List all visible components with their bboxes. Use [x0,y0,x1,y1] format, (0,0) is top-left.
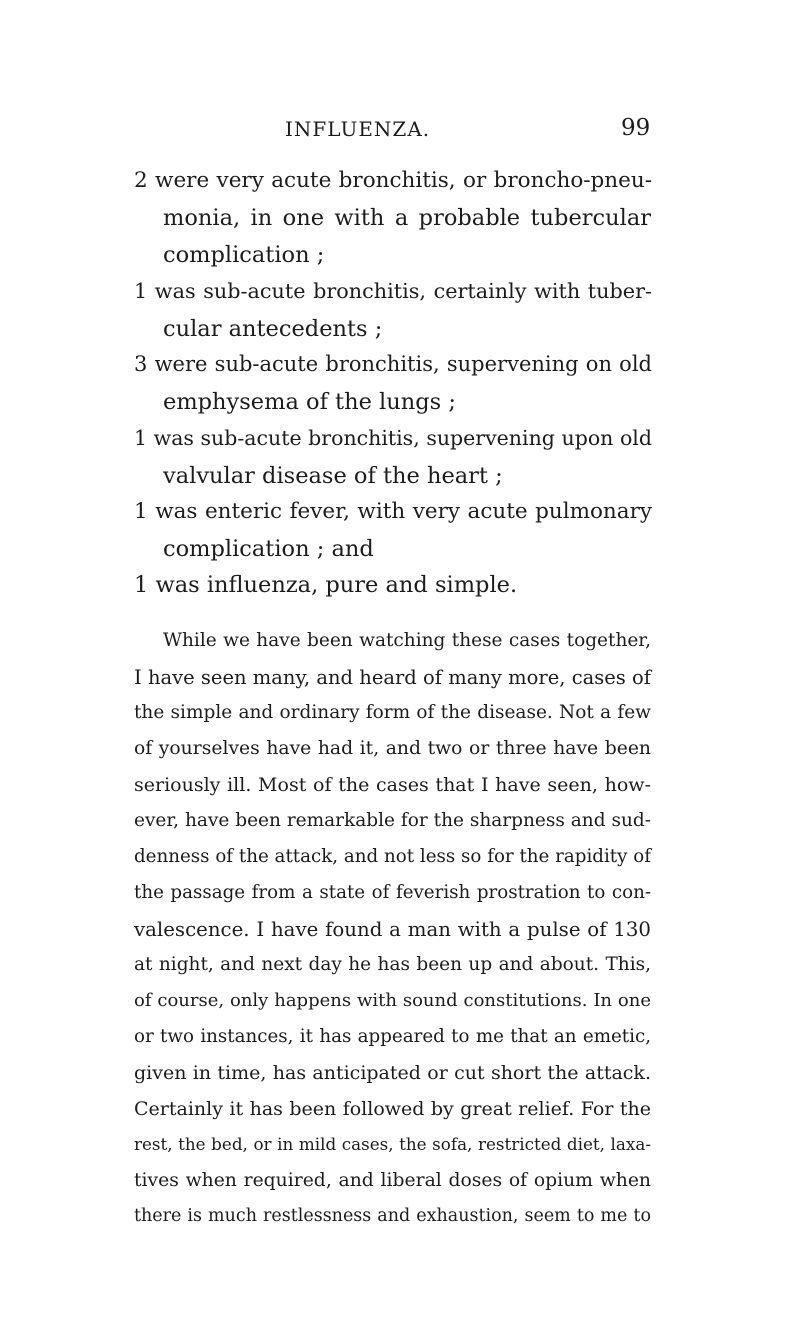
paragraph-line: tives when required, and liberal doses of opium when [134,1170,651,1191]
paragraph-line: at night, and next day he has been up and about. This, [134,954,651,975]
list-item-line: complication ; [163,242,325,268]
paragraph-line: there is much restlessness and exhaustion, seem to me to [134,1206,651,1226]
running-title: INFLUENZA. [285,117,431,141]
paragraph-line: valescence. I have found a man with a pulse of 130 [134,918,651,941]
paragraph-line: While we have been watching these cases together, [163,630,651,651]
paragraph-line: of course, only happens with sound constitutions. In one [134,990,651,1011]
list-item-line: 1 was enteric fever, with very acute pulmonary [134,499,652,524]
page-number: 99 [621,115,651,141]
paragraph-line: given in time, has anticipated or cut short the attack. [134,1062,651,1084]
list-item-line: valvular disease of the heart ; [163,463,503,489]
paragraph-line: I have seen many, and heard of many more, cases of [134,666,651,689]
list-item-line: 2 were very acute bronchitis, or broncho-pneu- [134,168,652,193]
page-header [0,117,800,147]
paragraph-line: of yourselves have had it, and two or three have been [134,738,651,759]
paragraph-line: ever, have been remarkable for the sharpness and sud- [134,810,651,831]
list-item-line: complication ; and [163,536,374,562]
paragraph-line: Certainly it has been followed by great relief. For the [134,1098,651,1120]
list-item-line: 1 was sub-acute bronchitis, certainly with tuber- [134,279,652,303]
list-item-line: 1 was sub-acute bronchitis, supervening upon old [134,426,652,450]
paragraph-line: or two instances, it has appeared to me that an emetic, [134,1026,651,1047]
list-item-line: monia, in one with a probable tubercular [163,205,651,231]
paragraph-line: the passage from a state of feverish prostration to con- [134,882,651,903]
paragraph-line: rest, the bed, or in mild cases, the sofa, restricted diet, laxa- [134,1134,651,1154]
paragraph-line: seriously ill. Most of the cases that I have seen, how- [134,774,651,796]
paragraph-line: the simple and ordinary form of the disease. Not a few [134,702,651,723]
list-item-line: 1 was influenza, pure and simple. [134,572,518,598]
paragraph-line: denness of the attack, and not less so for the rapidity of [134,846,651,867]
list-item-line: 3 were sub-acute bronchitis, supervening on old [134,352,652,376]
list-item-line: cular antecedents ; [163,316,383,342]
list-item-line: emphysema of the lungs ; [163,389,456,415]
